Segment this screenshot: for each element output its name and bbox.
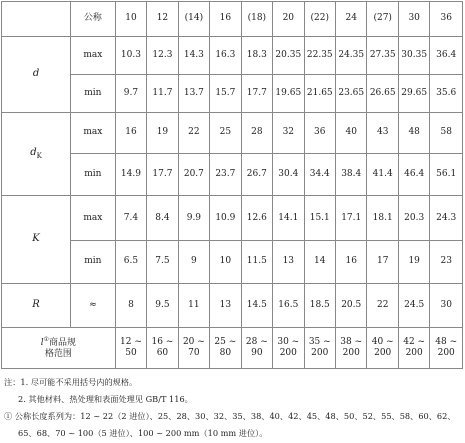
- l-range-cell: [147, 327, 178, 368]
- r-cell: 24.5: [398, 283, 429, 327]
- d-max-cell: 12.3: [147, 36, 178, 74]
- table-row: [2, 327, 463, 368]
- l-range-to: 200: [342, 347, 360, 358]
- dk-max-cell: 25: [210, 112, 241, 153]
- k-min-cell: 17: [367, 241, 398, 283]
- d-max-cell: 14.3: [178, 36, 209, 74]
- note-1: 注：1. 尽可能不采用括号内的规格。: [4, 377, 138, 387]
- table-row: [2, 241, 463, 283]
- d-min-cell: 35.6: [430, 74, 463, 112]
- dk-min-cell: 41.4: [367, 153, 398, 195]
- dk-min-cell: 20.7: [178, 153, 209, 195]
- l-range-to: 50: [125, 347, 137, 358]
- param-l-text-line2: 格范围: [44, 348, 72, 359]
- k-max-cell: 12.6: [241, 196, 272, 241]
- l-range-to: 200: [437, 347, 455, 358]
- dk-max-cell: 19: [147, 112, 178, 153]
- table-row: [2, 2, 463, 37]
- param-dk-base: d: [30, 146, 37, 158]
- l-range-cell: [367, 327, 398, 368]
- l-range-to: 200: [374, 347, 392, 358]
- header-size-cell: (18): [241, 2, 272, 37]
- note-2: 2. 其他材料、热处理和表面处理见 GB/T 116。: [18, 394, 193, 404]
- k-max-cell: 15.1: [304, 196, 335, 241]
- l-range-to: 200: [279, 347, 297, 358]
- l-range-cell: [241, 327, 272, 368]
- d-max-cell: 20.35: [273, 36, 304, 74]
- table-row: [2, 112, 463, 153]
- dk-max-cell: 16: [115, 112, 146, 153]
- r-cell: 18.5: [304, 283, 335, 327]
- l-range-to: 90: [251, 347, 263, 358]
- l-range-cell: [273, 327, 304, 368]
- k-max-cell: 7.4: [115, 196, 146, 241]
- d-min-cell: 17.7: [241, 74, 272, 112]
- dk-min-cell: 14.9: [115, 153, 146, 195]
- d-min-cell: 19.65: [273, 74, 304, 112]
- limit-min: min: [71, 74, 116, 112]
- l-range-from: 35 ~: [308, 336, 331, 347]
- k-max-cell: 17.1: [336, 196, 367, 241]
- dk-min-cell: 30.4: [273, 153, 304, 195]
- k-min-cell: 7.5: [147, 241, 178, 283]
- header-size-cell: 16: [210, 2, 241, 37]
- dk-min-cell: 26.7: [241, 153, 272, 195]
- header-nominal-label: 公称: [71, 2, 116, 37]
- l-range-to: 60: [156, 347, 169, 358]
- k-min-cell: 6.5: [115, 241, 146, 283]
- k-min-cell: 14: [304, 241, 335, 283]
- k-min-cell: 16: [336, 241, 367, 283]
- k-min-cell: 19: [398, 241, 429, 283]
- k-min-cell: 23: [430, 241, 463, 283]
- k-max-cell: 20.3: [398, 196, 429, 241]
- r-cell: 8: [115, 283, 146, 327]
- dk-max-cell: 36: [304, 112, 335, 153]
- r-cell: 9.5: [147, 283, 178, 327]
- limit-max: max: [71, 196, 116, 241]
- l-range-from: 28 ~: [245, 336, 268, 347]
- header-size-cell: 12: [147, 2, 178, 37]
- header-size-cell: 24: [336, 2, 367, 37]
- header-size-cell: 30: [398, 2, 429, 37]
- k-min-cell: 13: [273, 241, 304, 283]
- d-max-cell: 27.35: [367, 36, 398, 74]
- d-max-cell: 18.3: [241, 36, 272, 74]
- d-max-cell: 30.35: [398, 36, 429, 74]
- dk-max-cell: 32: [273, 112, 304, 153]
- k-max-cell: 10.9: [210, 196, 241, 241]
- k-min-cell: 10: [210, 241, 241, 283]
- table-row: [2, 283, 463, 327]
- d-max-cell: 16.3: [210, 36, 241, 74]
- d-min-cell: 26.65: [367, 74, 398, 112]
- header-size-cell: 10: [115, 2, 146, 37]
- dk-max-cell: 40: [336, 112, 367, 153]
- header-size-cell: 36: [430, 2, 463, 37]
- notes-block: [4, 374, 462, 442]
- param-l-text: 商品规: [48, 337, 76, 348]
- limit-max: max: [71, 36, 116, 74]
- corner-blank: [2, 2, 71, 37]
- l-range-cell: [336, 327, 367, 368]
- l-range-cell: [430, 327, 463, 368]
- l-range-from: 40 ~: [371, 336, 394, 347]
- header-size-cell: 20: [273, 2, 304, 37]
- param-k: K: [2, 196, 71, 284]
- l-range-from: 48 ~: [435, 336, 458, 347]
- k-min-cell: 9: [178, 241, 209, 283]
- r-cell: 30: [430, 283, 463, 327]
- l-range-from: 25 ~: [214, 336, 237, 347]
- dk-max-cell: 22: [178, 112, 209, 153]
- param-l-symbol: l: [40, 337, 44, 348]
- spec-table: [1, 1, 463, 369]
- dk-max-cell: 28: [241, 112, 272, 153]
- l-range-cell: [398, 327, 429, 368]
- dk-min-cell: 38.4: [336, 153, 367, 195]
- d-max-cell: 36.4: [430, 36, 463, 74]
- d-max-cell: 24.35: [336, 36, 367, 74]
- d-min-cell: 15.7: [210, 74, 241, 112]
- r-cell: 13: [210, 283, 241, 327]
- l-range-cell: [178, 327, 209, 368]
- param-d: d: [2, 36, 71, 112]
- k-max-cell: 24.3: [430, 196, 463, 241]
- l-range-from: 30 ~: [277, 336, 300, 347]
- r-cell: 22: [367, 283, 398, 327]
- footnote-marker: ①: [43, 335, 49, 343]
- l-range-to: 200: [311, 347, 329, 358]
- approx-symbol: ≈: [71, 283, 116, 327]
- d-min-cell: 21.65: [304, 74, 335, 112]
- table-row: [2, 153, 463, 195]
- dk-min-cell: 56.1: [430, 153, 463, 195]
- r-cell: 20.5: [336, 283, 367, 327]
- table-row: [2, 196, 463, 241]
- d-min-cell: 11.7: [147, 74, 178, 112]
- dk-min-cell: 46.4: [398, 153, 429, 195]
- dk-max-cell: 48: [398, 112, 429, 153]
- dk-min-cell: 34.4: [304, 153, 335, 195]
- l-range-from: 42 ~: [403, 336, 426, 347]
- l-range-to: 80: [219, 347, 232, 358]
- limit-min: min: [71, 153, 116, 195]
- header-size-cell: (27): [367, 2, 398, 37]
- k-max-cell: 14.1: [273, 196, 304, 241]
- dk-min-cell: 23.7: [210, 153, 241, 195]
- param-r: R: [2, 283, 71, 327]
- table-row: [2, 74, 463, 112]
- limit-min: min: [71, 241, 116, 283]
- param-dk: [2, 112, 71, 195]
- dk-min-cell: 17.7: [147, 153, 178, 195]
- r-cell: 11: [178, 283, 209, 327]
- l-range-from: 20 ~: [182, 336, 205, 347]
- dk-max-cell: 58: [430, 112, 463, 153]
- l-range-to: 200: [405, 347, 423, 358]
- note-4: 65、68、70 ~ 100（5 进位）、100 ~ 200 mm（10 mm 进位）。: [18, 428, 268, 438]
- k-min-cell: 11.5: [241, 241, 272, 283]
- d-max-cell: 22.35: [304, 36, 335, 74]
- l-range-to: 70: [188, 347, 200, 358]
- l-range-cell: [210, 327, 241, 368]
- header-size-cell: (22): [304, 2, 335, 37]
- header-size-cell: (14): [178, 2, 209, 37]
- d-min-cell: 23.65: [336, 74, 367, 112]
- k-max-cell: 9.9: [178, 196, 209, 241]
- limit-max: max: [71, 112, 116, 153]
- l-range-cell: [304, 327, 335, 368]
- d-max-cell: 10.3: [115, 36, 146, 74]
- l-range-from: 38 ~: [340, 336, 363, 347]
- l-range-from: 12 ~: [120, 336, 142, 347]
- param-l-range: [2, 327, 116, 368]
- d-min-cell: 13.7: [178, 74, 209, 112]
- table-row: [2, 36, 463, 74]
- note-3: ① 公称长度系列为：12 ~ 22（2 进位）、25、28、30、32、35、38、40、42、45、48、50、52、55、58、60、62、: [4, 411, 456, 421]
- param-dk-sub: K: [36, 151, 42, 160]
- r-cell: 16.5: [273, 283, 304, 327]
- d-min-cell: 29.65: [398, 74, 429, 112]
- d-min-cell: 9.7: [115, 74, 146, 112]
- dk-max-cell: 43: [367, 112, 398, 153]
- l-range-from: 16 ~: [151, 336, 174, 347]
- k-max-cell: 18.1: [367, 196, 398, 241]
- k-max-cell: 8.4: [147, 196, 178, 241]
- r-cell: 14.5: [241, 283, 272, 327]
- l-range-cell: [115, 327, 146, 368]
